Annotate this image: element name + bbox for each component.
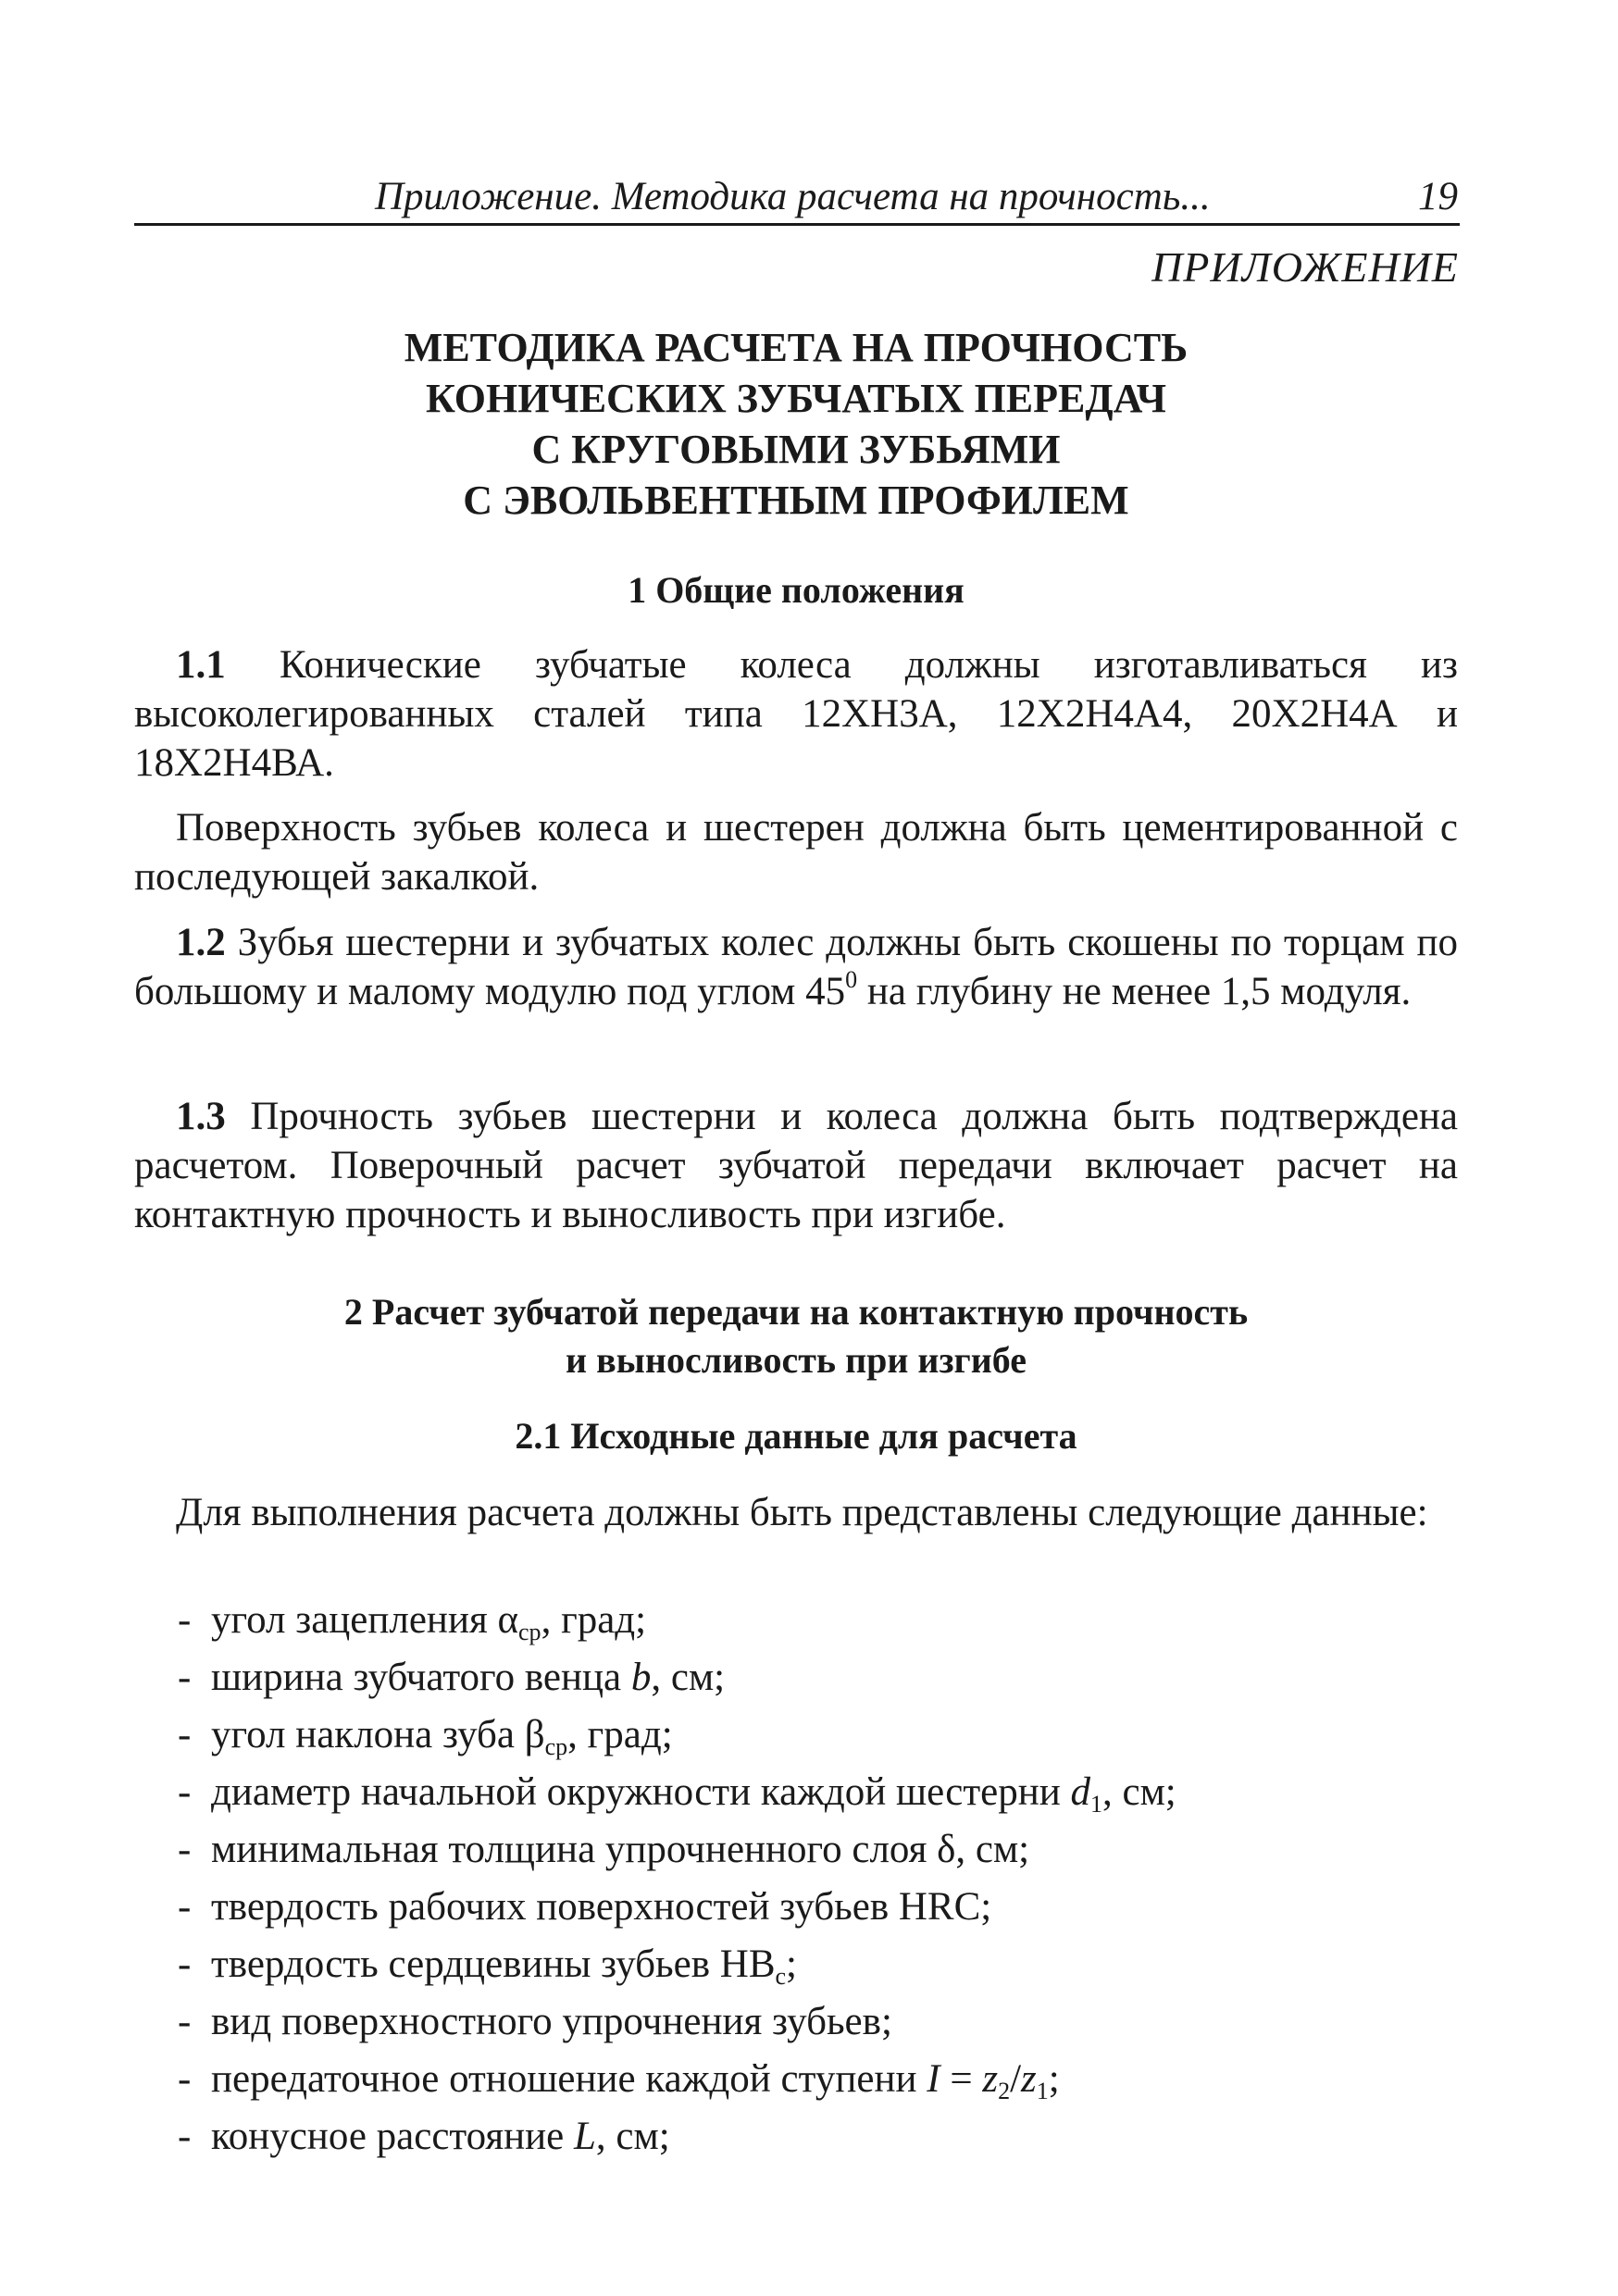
running-title: Приложение. Методика расчета на прочность... xyxy=(375,175,1211,218)
list-item: - твердость рабочих поверхностей зубьев HRC; xyxy=(178,1885,992,1929)
list-item: - минимальная толщина упрочненного слоя δ, см; xyxy=(178,1828,1030,1871)
page-number: 19 xyxy=(1418,175,1458,218)
subsection-2-1-heading: 2.1 Исходные данные для расчета xyxy=(515,1415,1077,1457)
title-line: КОНИЧЕСКИХ ЗУБЧАТЫХ ПЕРЕДАЧ xyxy=(425,376,1167,421)
paragraph-1-1-b: Поверхность зубьев колеса и шестерен должна быть цементированной с последующей закалкой. xyxy=(134,806,1458,899)
list-item: - передаточное отношение каждой ступени $I = z_2/z_1$; xyxy=(178,2057,1060,2104)
title-line: С КРУГОВЫМИ ЗУБЬЯМИ xyxy=(531,427,1061,472)
list-item: - ширина зубчатого венца b, см; xyxy=(178,1656,726,1699)
title-line: С ЭВОЛЬВЕНТНЫМ ПРОФИЛЕМ xyxy=(463,478,1129,523)
list-item: - диаметр начальной окружности каждой шестерни $d_1$, см; xyxy=(178,1770,1176,1818)
document-title xyxy=(134,322,1458,526)
section-2-heading-line: 2 Расчет зубчатой передачи на контактную прочность xyxy=(343,1291,1249,1333)
section-2-heading-line: и выносливость при изгибе xyxy=(566,1339,1027,1381)
list-item: - угол зацепления $\alpha_{ср}$, град; xyxy=(178,1598,647,1645)
title-line: МЕТОДИКА РАСЧЕТА НА ПРОЧНОСТЬ xyxy=(404,325,1189,370)
section-2-heading xyxy=(134,1288,1458,1384)
list-item: - конусное расстояние L, см; xyxy=(178,2115,670,2158)
paragraph-1-1 xyxy=(134,640,1458,788)
paragraph-2-1-intro: Для выполнения расчета должны быть представлены следующие данные: xyxy=(176,1491,1428,1534)
clause-number: 1.2 xyxy=(176,921,226,964)
clause-number: 1.1 xyxy=(176,643,226,687)
degree-superscript: 0 xyxy=(845,966,858,993)
list-item: - вид поверхностного упрочнения зубьев; xyxy=(178,2000,892,2043)
list-item: - угол наклона зуба $\beta_{ср}$, град; xyxy=(178,1713,673,1760)
list-item: - твердость сердцевины зубьев $HB_c$; xyxy=(178,1942,797,1990)
header-rule xyxy=(134,223,1460,226)
clause-number: 1.3 xyxy=(176,1095,226,1138)
paragraph-1-3 xyxy=(134,1092,1458,1239)
running-header xyxy=(134,174,1458,239)
paragraph-text: Конические зубчатые колеса должны изготавливаться из высоколегированных сталей типа 12ХН3А, 12Х2Н4А4, 20Х2Н4А и 18Х2Н4ВА. xyxy=(134,643,1459,785)
paragraph-text: Зубья шестерни и зубчатых колес должны быть скошены по торцам по большому и малому модулю под углом 45 xyxy=(134,921,1459,1013)
paragraph-text: на глубину не менее 1,5 модуля. xyxy=(866,970,1412,1013)
input-data-list xyxy=(178,1592,1455,2166)
appendix-label: ПРИЛОЖЕНИЕ xyxy=(1151,243,1459,291)
section-1-heading: 1 Общие положения xyxy=(628,569,965,611)
paragraph-text: Прочность зубьев шестерни и колеса должна быть подтверждена расчетом. Поверочный расчет зубчатой передачи включает расчет на контактную прочность и выносливость при изгибе. xyxy=(134,1095,1459,1236)
paragraph-1-2 xyxy=(134,918,1458,1016)
